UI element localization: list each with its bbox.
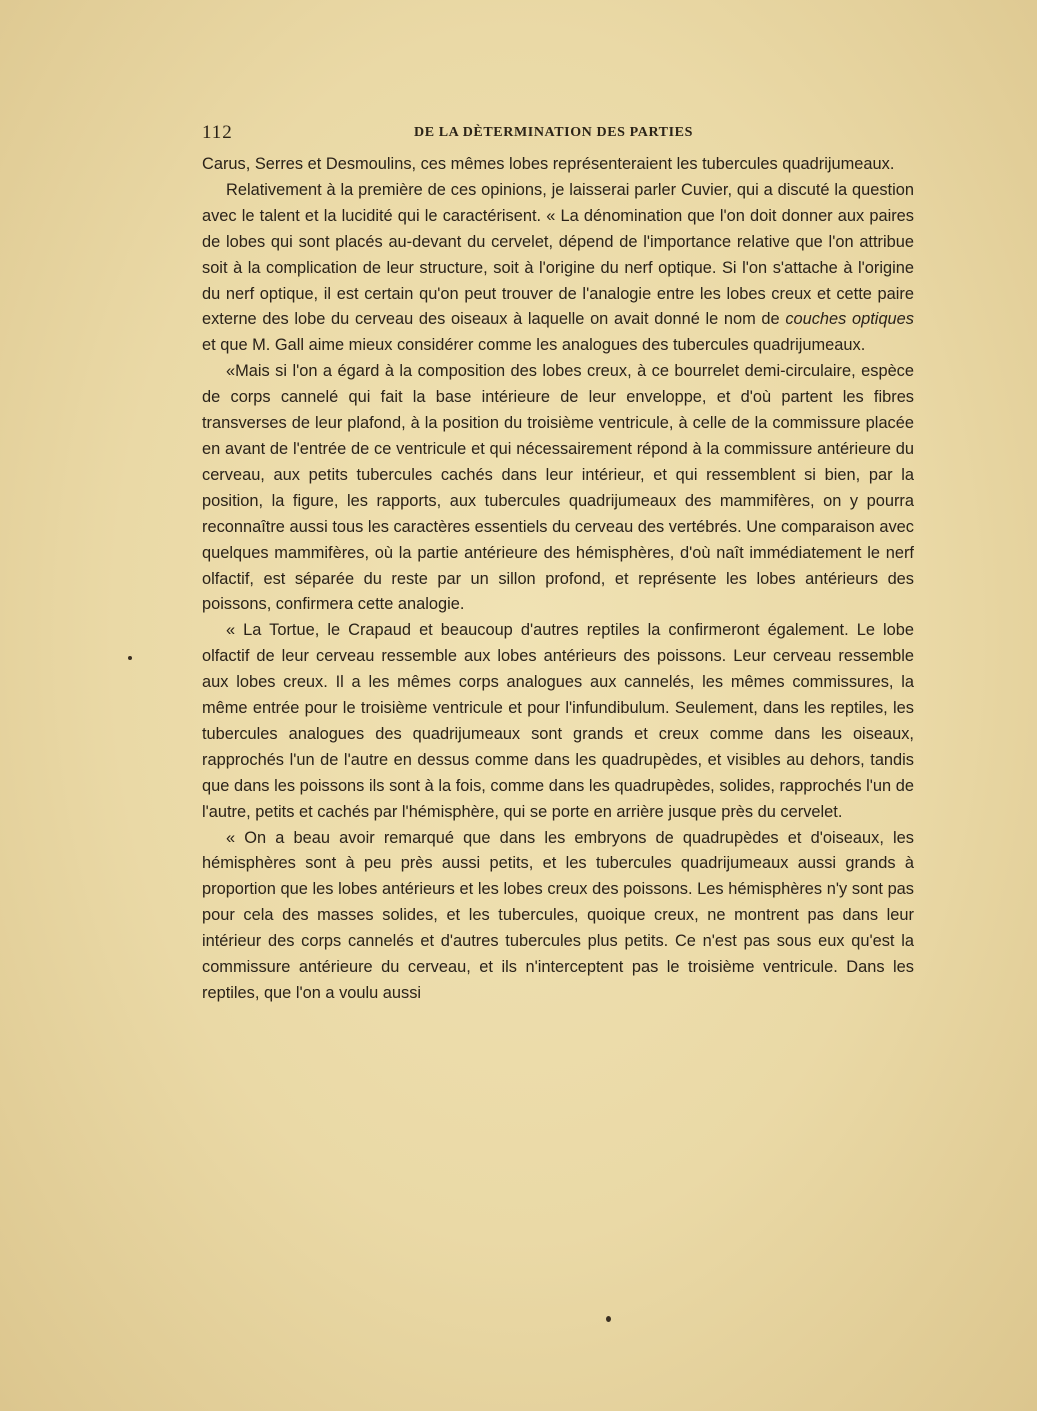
paragraph-text: « La Tortue, le Crapaud et beaucoup d'autres reptiles la confirmeront également. Le lobe olfactif de leur cerveau ressemble aux lobes antérieurs des poissons. Leur cerveau ressemble aux lobes creux. Il a les mêmes corps analogues aux cannelés, les mêmes commissures, la même entrée pour le troisième ventricule et pour l'infundibulum. Seulement, dans les reptiles, les tubercules analogues des quadrijumeaux sont grands et creux comme dans les oiseaux, rapprochés l'un de l'autre en dessus comme dans les quadrupèdes, et visibles au dehors, tandis que dans les poissons ils sont à la fois, comme dans les quadrupèdes, solides, rapprochés l'un de l'autre, petits et cachés par l'hémisphère, qui se porte en arrière jusque près du cervelet.	[202, 621, 914, 821]
paragraph-text: Relativement à la première de ces opinions, je laisserai parler Cuvier, qui a discuté la question avec le talent et la lucidité qui le caractérisent. « La dénomination que l'on doit donner aux paires de lobes qui sont placés au-devant du cervelet, dépend de l'importance relative que l'on attribue soit à la complication de leur structure, soit à l'origine du nerf optique. Si l'on s'attache à l'origine du nerf optique, il est certain qu'on peut trouver de l'analogie entre les lobes creux et cette paire externe des lobe du cerveau des oiseaux à laquelle on avait donné le nom de	[202, 180, 914, 329]
paragraph-text: Carus, Serres et Desmoulins, ces mêmes lobes représenteraient les tubercules quadrijumeaux.	[202, 155, 895, 173]
paragraph-5	[202, 826, 914, 1007]
running-title: DE LA DÈTERMINATION DES PARTIES	[414, 125, 693, 140]
italic-term: couches optiques	[785, 310, 914, 329]
paragraph-4	[202, 618, 914, 825]
bottom-speck	[606, 1316, 611, 1322]
paragraph-text: « On a beau avoir remarqué que dans les embryons de quadrupèdes et d'oiseaux, les hémisphères sont à peu près aussi petits, et les tubercules quadrijumeaux aussi grands à proportion que les lobes antérieurs et les lobes creux des poissons. Les hémisphères n'y sont pas pour cela des masses solides, et les tubercules, quoique creux, ne montrent pas dans leur intérieur des corps cannelés et d'autres tubercules plus petits. Ce n'est pas sous eux qu'est la commissure antérieure du cerveau, et ils n'interceptent pas le troisième ventricule. Dans les reptiles, que l'on a voulu aussi	[202, 828, 914, 1002]
paragraph-2	[202, 178, 914, 359]
paragraph-text: «Mais si l'on a égard à la composition des lobes creux, à ce bourrelet demi-circulaire, espèce de corps cannelé qui fait la base intérieure de leur enveloppe, et d'où partent les fibres transverses de leur plafond, à la position du troisième ventricule, à celle de la commissure placée en avant de l'entrée de ce ventricule et qui nécessairement répond à la commissure antérieure du cerveau, aux petits tubercules cachés dans leur intérieur, et qui ressemblent si bien, par la position, la figure, les rapports, aux tubercules quadrijumeaux des mammifères, on y pourra reconnaître aussi tous les caractères essentiels du cerveau des vertébrés. Une comparaison avec quelques mammifères, où la partie antérieure des hémisphères, d'où naît immédiatement le nerf olfactif, est séparée du reste par un sillon profond, et représente les lobes antérieurs des poissons, confirmera cette analogie.	[202, 362, 914, 614]
page-number: 112	[202, 122, 233, 143]
body-text	[202, 152, 914, 1007]
paragraph-3	[202, 359, 914, 618]
margin-speck	[128, 656, 132, 660]
page-header	[202, 122, 914, 144]
paragraph-1	[202, 152, 914, 178]
paragraph-text-continued: et que M. Gall aime mieux considérer comme les analogues des tubercules quadrijumeaux.	[202, 336, 866, 355]
